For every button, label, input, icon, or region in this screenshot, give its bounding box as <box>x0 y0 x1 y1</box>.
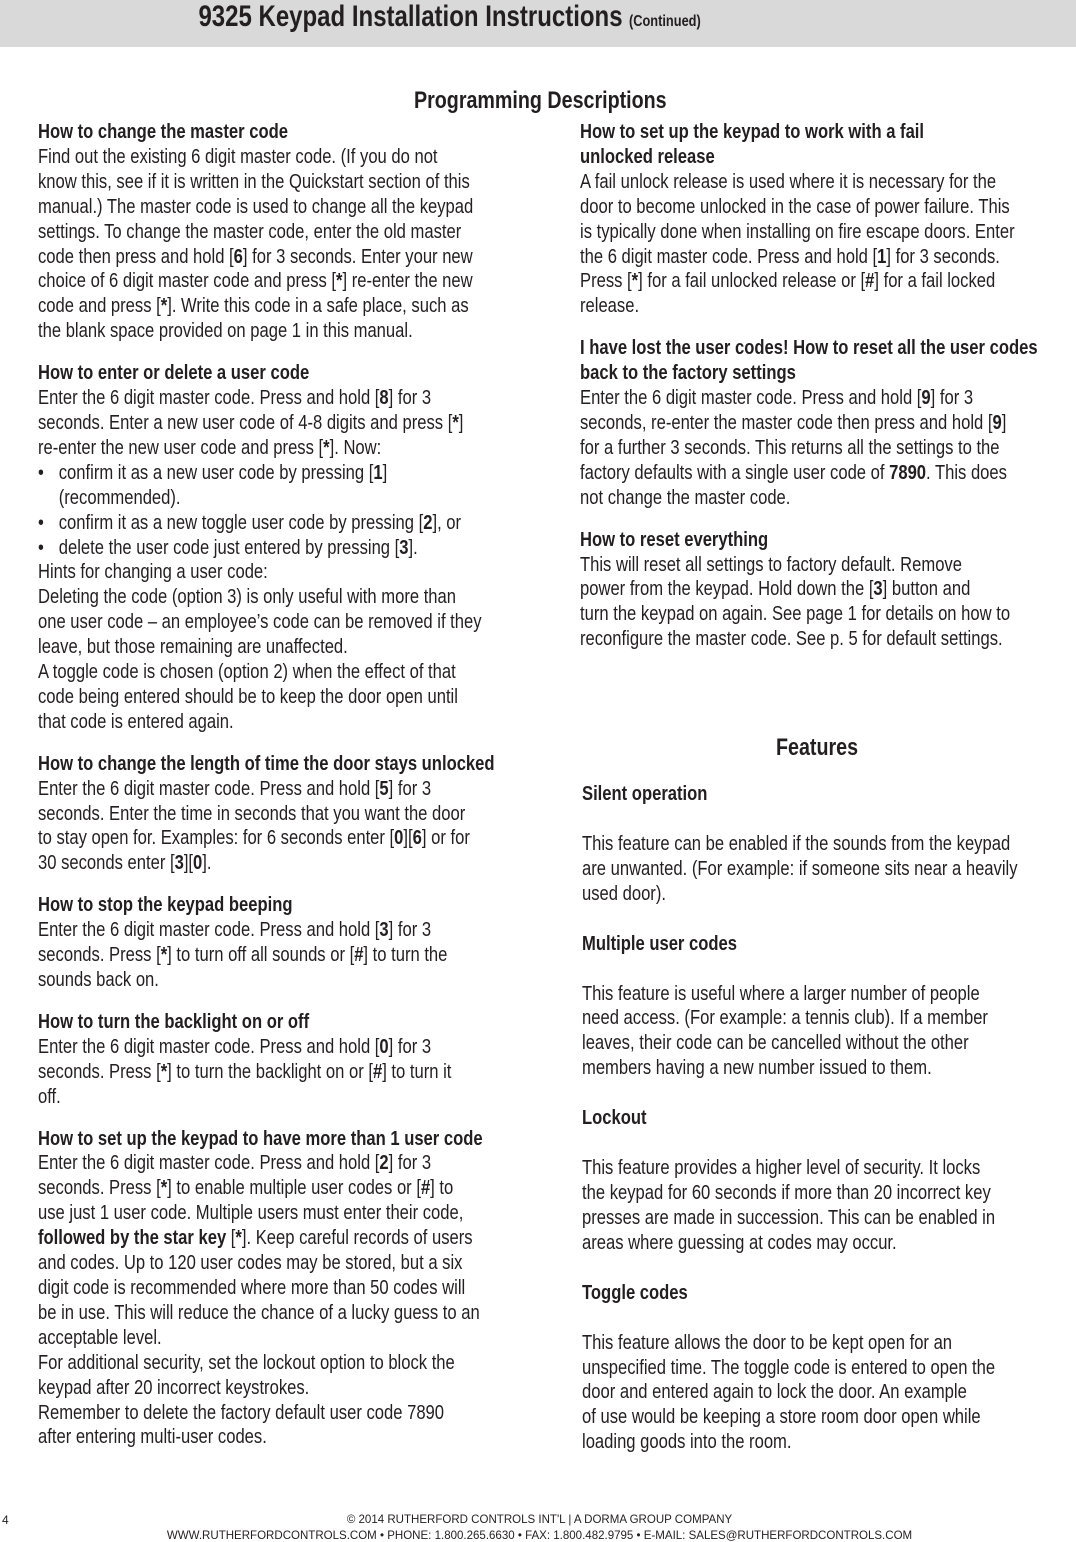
text: confirm it as a new toggle user code by pressing [ <box>58 511 424 534</box>
text-line <box>580 577 1076 602</box>
text-line: after entering multi-user codes. <box>38 1426 267 1449</box>
text-line: leaves, their code can be cancelled without the other <box>582 1032 969 1055</box>
page-title-continued: (Continued) <box>628 13 701 30</box>
text-line: reconfigure the master code. See p. 5 for default settings. <box>580 628 1003 651</box>
text: ] for 3 <box>388 919 432 942</box>
key-label: * <box>160 295 168 318</box>
text: ] for 3 <box>930 387 974 410</box>
text-line: digit code is recommended where more than 50 codes will <box>38 1276 466 1299</box>
key-label: 3 <box>873 578 883 601</box>
text: Press [ <box>580 270 632 293</box>
text-line: be in use. This will reduce the chance of a lucky guess to an <box>38 1301 480 1324</box>
text: seconds, re-enter the master code then press and hold [ <box>580 411 993 434</box>
text: seconds. Press [ <box>38 1060 161 1083</box>
key-label: 6 <box>233 245 243 268</box>
reset-section <box>580 528 1076 653</box>
text-line: leave, but those remaining are unaffected. <box>38 636 348 659</box>
master-code-section <box>38 120 536 344</box>
key-label: * <box>631 270 639 293</box>
text-line <box>38 943 536 968</box>
text: factory defaults with a single user code of <box>580 461 890 484</box>
text: power from the keypad. Hold down the [ <box>580 578 874 601</box>
beeping-section <box>38 893 536 993</box>
text-line: This feature is useful where a larger number of people <box>582 982 980 1005</box>
text: 30 seconds enter [ <box>38 852 175 875</box>
text: ]. Write this code in a safe place, such as <box>167 295 469 318</box>
text-line: seconds. Enter the time in seconds that you want the door <box>38 802 466 825</box>
text-line: and codes. Up to 120 user codes may be stored, but a six <box>38 1252 463 1275</box>
text: ] for 3 <box>388 1035 432 1058</box>
key-label: 3 <box>174 852 184 875</box>
text: Enter the 6 digit master code. Press and hold [ <box>38 919 380 942</box>
key-label: 0 <box>193 852 203 875</box>
text: ][ <box>403 827 413 850</box>
text: ] for a fail locked <box>874 270 996 293</box>
text-line <box>580 461 1076 486</box>
bullet-item <box>38 536 536 561</box>
left-column <box>38 120 536 1467</box>
key-label: * <box>235 1227 242 1250</box>
text: ] <box>1001 411 1007 434</box>
key-label: 0 <box>394 827 404 850</box>
text-line: the keypad for 60 seconds if more than 20 incorrect key <box>582 1181 991 1204</box>
multiple-text <box>582 982 1076 1082</box>
emphasis-text: followed by the star key <box>38 1227 227 1250</box>
key-label: 2 <box>379 1152 389 1175</box>
text-line: is typically done when installing on fire escape doors. Enter <box>580 220 1015 243</box>
key-label: # <box>354 944 364 967</box>
silent-heading: Silent operation <box>582 783 708 805</box>
text-line <box>38 1035 536 1060</box>
bullet-item <box>38 461 536 511</box>
text-line <box>580 411 1076 436</box>
text: ] to turn the <box>363 944 448 967</box>
text-line: need access. (For example: a tennis club). If a member <box>582 1007 988 1030</box>
page-title <box>0 0 899 39</box>
lockout-heading: Lockout <box>582 1107 647 1130</box>
text: Enter the 6 digit master code. Press and hold [ <box>38 1152 380 1175</box>
text-line <box>38 294 536 319</box>
backlight-section <box>38 1010 536 1110</box>
text-line <box>38 245 536 270</box>
text-line: use just 1 user code. Multiple users must enter their code, <box>38 1202 464 1225</box>
right-column <box>580 120 1076 669</box>
text: ] button and <box>882 578 971 601</box>
multi-user-section <box>38 1127 536 1451</box>
text-line: acceptable level. <box>38 1326 162 1349</box>
fail-release-section <box>580 120 1076 319</box>
features-column <box>582 782 1076 1480</box>
text: code and press [ <box>38 295 161 318</box>
text-line <box>38 777 536 802</box>
text: re-enter the new user code and press [ <box>38 436 324 459</box>
text: Enter the 6 digit master code. Press and hold [ <box>38 387 380 410</box>
text-line: This feature provides a higher level of security. It locks <box>582 1157 981 1180</box>
text-line <box>38 1176 536 1201</box>
toggle-heading: Toggle codes <box>582 1281 688 1304</box>
text-line: the blank space provided on page 1 in this manual. <box>38 320 413 343</box>
multiple-heading: Multiple user codes <box>582 932 737 955</box>
key-label: * <box>160 1177 168 1200</box>
text: ]. <box>408 536 418 559</box>
key-label: # <box>372 1060 383 1083</box>
text-line: Find out the existing 6 digit master code. (If you do not <box>38 145 438 168</box>
text-line: A toggle code is chosen (option 2) when the effect of that <box>38 661 456 684</box>
text: ] for 3 seconds. <box>886 245 1000 268</box>
text: code then press and hold [ <box>38 245 234 268</box>
text: ] <box>382 461 388 484</box>
text: ] to turn it <box>382 1060 452 1083</box>
key-label: 9 <box>921 387 931 410</box>
text-line: that code is entered again. <box>38 710 234 733</box>
text-line <box>38 918 536 943</box>
master-code-heading: How to change the master code <box>38 121 288 143</box>
text-line <box>38 386 536 411</box>
text: the 6 digit master code. Press and hold [ <box>580 245 878 268</box>
text: ] for a fail unlocked release or [ <box>638 270 866 293</box>
text-line: used door). <box>582 882 666 905</box>
text-line <box>38 436 536 461</box>
text: confirm it as a new user code by pressing [ <box>58 461 374 484</box>
key-label: * <box>452 411 459 434</box>
key-label: * <box>160 1060 168 1083</box>
text: seconds. Press [ <box>38 944 161 967</box>
text-line: are unwanted. (For example: if someone sits near a heavily <box>582 857 1018 880</box>
text-line: manual.) The master code is used to change all the keypad <box>38 195 474 218</box>
text-line <box>38 411 536 436</box>
key-label: 2 <box>423 511 433 534</box>
text: ]. <box>202 852 212 875</box>
key-label: 8 <box>379 387 389 410</box>
text: Enter the 6 digit master code. Press and hold [ <box>38 777 380 800</box>
footer-contact: WWW.RUTHERFORDCONTROLS.COM • PHONE: 1.800.265.6630 • FAX: 1.800.482.9795 • E-MAIL: SALES@RUTHERFORDCONTROLS.COM <box>166 1528 913 1542</box>
text: to stay open for. Examples: for 6 seconds enter [ <box>38 827 395 850</box>
text-line: Remember to delete the factory default user code 7890 <box>38 1401 445 1424</box>
key-label: # <box>420 1177 431 1200</box>
unlock-time-section <box>38 752 536 877</box>
key-label: 1 <box>373 461 383 484</box>
text: ] to turn the backlight on or [ <box>167 1060 373 1083</box>
text-line: settings. To change the master code, enter the old master <box>38 220 462 243</box>
text: ] or for <box>421 827 470 850</box>
text: Enter the 6 digit master code. Press and hold [ <box>580 387 922 410</box>
text-line: unspecified time. The toggle code is entered to open the <box>582 1356 996 1379</box>
key-label: * <box>336 270 343 293</box>
text-line: release. <box>580 295 640 318</box>
text-line: This feature allows the door to be kept open for an <box>582 1331 953 1354</box>
text-line <box>580 245 1076 270</box>
default-code: 7890 <box>889 461 927 484</box>
key-label: 1 <box>877 245 887 268</box>
silent-text <box>582 832 1076 907</box>
text-line: This will reset all settings to factory default. Remove <box>580 553 962 576</box>
text: . This does <box>926 461 1007 484</box>
bullet-item <box>38 511 536 536</box>
text: seconds. Press [ <box>38 1177 161 1200</box>
user-code-section <box>38 361 536 735</box>
text-line: areas where guessing at codes may occur. <box>582 1231 897 1254</box>
key-label: * <box>323 436 330 459</box>
text-line: Hints for changing a user code: <box>38 561 268 584</box>
text: ]. Keep careful records of users <box>241 1227 473 1250</box>
text: ] for 3 <box>388 387 432 410</box>
text: ] <box>458 411 464 434</box>
text-line <box>38 1226 536 1251</box>
text-line: A fail unlock release is used where it is necessary for the <box>580 170 997 193</box>
text: seconds. Enter a new user code of 4-8 digits and press [ <box>38 411 453 434</box>
key-label: 9 <box>992 411 1002 434</box>
text-line: For additional security, set the lockout option to block the <box>38 1351 455 1374</box>
key-label: 3 <box>399 536 409 559</box>
text-line: door to become unlocked in the case of power failure. This <box>580 195 1010 218</box>
text-line <box>38 851 536 876</box>
text: choice of 6 digit master code and press [ <box>38 270 337 293</box>
page-title-text: 9325 Keypad Installation Instructions <box>198 0 623 33</box>
text-line: off. <box>38 1085 61 1108</box>
text: [ <box>226 1227 236 1250</box>
text-line <box>580 269 1076 294</box>
text: Enter the 6 digit master code. Press and hold [ <box>38 1035 380 1058</box>
fail-release-heading-cont: unlocked release <box>580 145 715 168</box>
key-label: # <box>865 270 875 293</box>
text-line <box>38 269 536 294</box>
text-line: This feature can be enabled if the sounds from the keypad <box>582 832 1011 855</box>
text: delete the user code just entered by pressing [ <box>58 536 400 559</box>
text: ]. Now: <box>329 436 382 459</box>
text-line: sounds back on. <box>38 969 159 991</box>
text: ] to turn off all sounds or [ <box>167 944 355 967</box>
text-line <box>38 826 536 851</box>
key-label: 0 <box>379 1035 389 1058</box>
text-line <box>38 1151 536 1176</box>
user-code-heading: How to enter or delete a user code <box>38 362 310 385</box>
text: ][ <box>183 852 194 875</box>
text: ] for 3 seconds. Enter your new <box>242 245 473 268</box>
lost-codes-heading-cont: back to the factory settings <box>580 362 796 385</box>
text-line: Deleting the code (option 3) is only useful with more than <box>38 586 457 609</box>
lost-codes-section <box>580 336 1076 510</box>
text-line: code being entered should be to keep the door open until <box>38 685 458 708</box>
key-label: 6 <box>412 827 422 850</box>
beeping-heading: How to stop the keypad beeping <box>38 894 293 917</box>
text-line <box>580 386 1076 411</box>
text-line: door and entered again to lock the door. An example <box>582 1381 967 1404</box>
text-line: for a further 3 seconds. This returns all the settings to the <box>580 436 1000 459</box>
features-title: Features <box>776 734 859 761</box>
key-label: * <box>160 944 168 967</box>
text: ] to enable multiple user codes or [ <box>167 1177 421 1200</box>
fail-release-heading: How to set up the keypad to work with a fail <box>580 121 925 143</box>
text: ] re-enter the new <box>342 270 473 293</box>
text: (recommended). <box>58 486 181 509</box>
lost-codes-heading: I have lost the user codes! How to reset all the user codes <box>580 337 1038 360</box>
lockout-text <box>582 1156 1076 1256</box>
text-line: members having a new number issued to them. <box>582 1057 932 1080</box>
text-line: turn the keypad on again. See page 1 for details on how to <box>580 603 1011 626</box>
text-line: one user code – an employee’s code can be removed if they <box>38 611 482 634</box>
reset-heading: How to reset everything <box>580 528 769 551</box>
text-line: know this, see if it is written in the Quickstart section of this <box>38 170 470 193</box>
text-line: presses are made in succession. This can be enabled in <box>582 1206 996 1229</box>
text-line: of use would be keeping a store room door open while <box>582 1406 981 1429</box>
text-line <box>38 1060 536 1085</box>
programming-title: Programming Descriptions <box>414 87 667 114</box>
key-label: 3 <box>379 919 389 942</box>
key-label: 5 <box>379 777 389 800</box>
footer-copyright: © 2014 RUTHERFORD CONTROLS INT'L | A DORMA GROUP COMPANY <box>346 1512 733 1526</box>
multi-user-heading: How to set up the keypad to have more than 1 user code <box>38 1127 483 1150</box>
toggle-text <box>582 1331 1076 1456</box>
text: ] for 3 <box>388 777 432 800</box>
text: ], or <box>432 511 462 534</box>
text-line: loading goods into the room. <box>582 1431 792 1454</box>
text-line: not change the master code. <box>580 486 791 509</box>
text: ] to <box>430 1177 454 1200</box>
text: ] for 3 <box>388 1152 432 1175</box>
unlock-time-heading: How to change the length of time the door stays unlocked <box>38 752 495 775</box>
backlight-heading: How to turn the backlight on or off <box>38 1010 310 1033</box>
text-line: keypad after 20 incorrect keystrokes. <box>38 1376 310 1399</box>
page-number: 4 <box>2 1513 9 1527</box>
